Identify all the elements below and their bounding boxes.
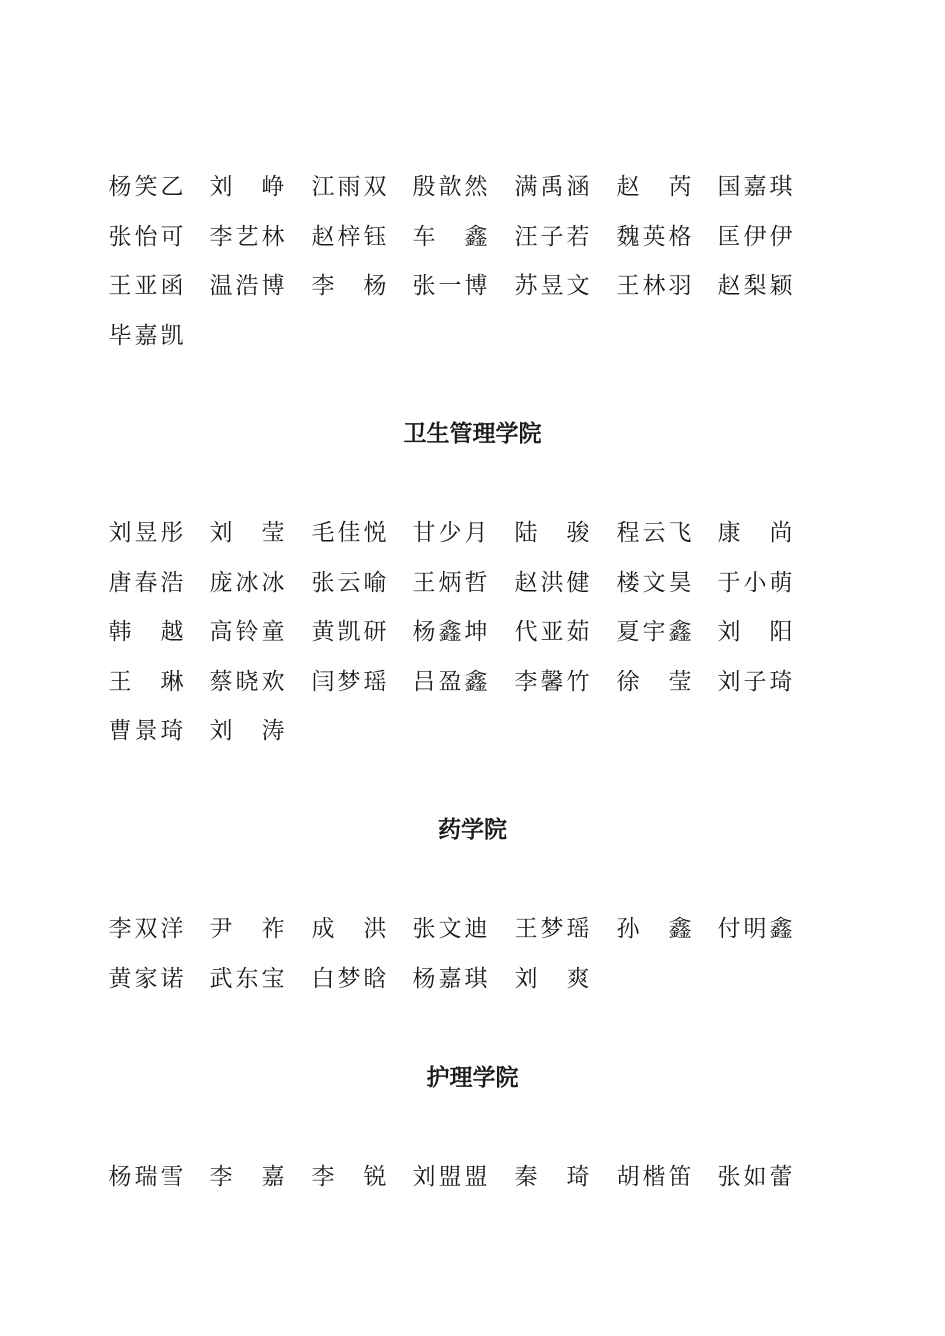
student-name: 赵 梓 钰: [311, 223, 387, 250]
student-name: 李 艺 林: [209, 223, 285, 250]
name-row: [108, 217, 808, 267]
student-name: 殷 歆 然: [412, 174, 488, 200]
student-name: 于 小 萌: [717, 569, 793, 596]
student-name: 代 亚 茹: [514, 619, 590, 646]
student-name: 康 尚: [717, 520, 793, 546]
name-row: [108, 316, 808, 366]
student-name: 张 怡 可: [108, 223, 184, 250]
student-name: 孙 鑫: [616, 916, 692, 942]
student-name: 陆 骏: [514, 520, 590, 546]
student-name: 王 亚 函: [108, 273, 184, 300]
student-name: 江 雨 双: [311, 174, 387, 200]
student-name: 王 林 羽: [616, 273, 692, 300]
name-row: [108, 1157, 808, 1207]
student-name: 李 馨 竹: [514, 668, 590, 695]
student-name: 汪 子 若: [514, 223, 590, 250]
student-name: 成 洪: [311, 916, 387, 942]
student-name: 徐 莹: [616, 668, 692, 695]
student-name: 楼 文 昊: [616, 569, 692, 596]
student-name: 尹 祚: [209, 916, 285, 942]
name-list: [108, 513, 808, 761]
student-name: 张 如 蕾: [717, 1164, 793, 1190]
student-name: 杨 鑫 坤: [412, 619, 488, 646]
student-name: 刘 阳: [717, 619, 793, 646]
name-row: [108, 959, 808, 1009]
name-list: [108, 1157, 808, 1207]
student-name: 王 梦 瑶: [514, 916, 590, 942]
student-name: 杨 瑞 雪: [108, 1164, 184, 1190]
student-name: 曹 景 琦: [108, 718, 184, 745]
student-name: 黄 凯 研: [311, 619, 387, 646]
student-name: 武 东 宝: [209, 965, 285, 992]
name-row: [108, 711, 808, 761]
name-list: [108, 167, 808, 365]
student-name: 张 云 喻: [311, 569, 387, 596]
student-name: 庞 冰 冰: [209, 569, 285, 596]
student-name: 刘 涛: [209, 718, 285, 745]
student-name: 赵 洪 健: [514, 569, 590, 596]
student-name: 闫 梦 瑶: [311, 668, 387, 695]
section-heading: 药学院: [438, 817, 507, 843]
student-name: 李 杨: [311, 273, 387, 300]
student-name: 刘 昱 彤: [108, 520, 184, 546]
student-name: 胡 楷 笛: [616, 1164, 692, 1190]
student-name: 程 云 飞: [616, 520, 692, 546]
student-name: 车 鑫: [412, 223, 488, 250]
name-row: [108, 662, 808, 712]
student-name: 吕 盈 鑫: [412, 668, 488, 695]
name-row: [108, 612, 808, 662]
student-name: 黄 家 诺: [108, 965, 184, 992]
student-name: 满 禹 涵: [514, 174, 590, 200]
student-name: 匡 伊 伊: [717, 223, 793, 250]
student-name: 赵 梨 颖: [717, 273, 793, 300]
student-name: 杨 嘉 琪: [412, 965, 488, 992]
name-list: [108, 909, 808, 1008]
name-row: [108, 513, 808, 563]
student-name: 夏 宇 鑫: [616, 619, 692, 646]
student-name: 张 文 迪: [412, 916, 488, 942]
student-name: 赵 芮: [616, 174, 692, 200]
student-name: 魏 英 格: [616, 223, 692, 250]
student-name: 李 嘉: [209, 1164, 285, 1190]
student-name: 王 琳: [108, 668, 184, 695]
student-name: 毛 佳 悦: [311, 520, 387, 546]
student-name: 刘 盟 盟: [412, 1164, 488, 1190]
student-name: 刘 峥: [209, 174, 285, 200]
name-row: [108, 266, 808, 316]
student-name: 秦 琦: [514, 1164, 590, 1190]
name-row: [108, 167, 808, 217]
student-name: 甘 少 月: [412, 520, 488, 546]
student-name: 蔡 晓 欢: [209, 668, 285, 695]
student-name: 李 双 洋: [108, 916, 184, 942]
student-name: 李 锐: [311, 1164, 387, 1190]
student-name: 韩 越: [108, 619, 184, 646]
student-name: 高 铃 童: [209, 619, 285, 646]
student-name: 刘 子 琦: [717, 668, 793, 695]
student-name: 杨 笑 乙: [108, 174, 184, 200]
name-row: [108, 563, 808, 613]
student-name: 白 梦 晗: [311, 965, 387, 992]
section-heading: 卫生管理学院: [403, 421, 542, 447]
student-name: 国 嘉 琪: [717, 174, 793, 200]
student-name: 王 炳 哲: [412, 569, 488, 596]
section-heading: 护理学院: [426, 1065, 519, 1091]
student-name: 毕 嘉 凯: [108, 322, 184, 349]
name-row: [108, 909, 808, 959]
student-name: 付 明 鑫: [717, 916, 793, 942]
student-name: 刘 莹: [209, 520, 285, 546]
student-name: 苏 昱 文: [514, 273, 590, 300]
student-name: 温 浩 博: [209, 273, 285, 300]
student-name: 张 一 博: [412, 273, 488, 300]
student-name: 唐 春 浩: [108, 569, 184, 596]
student-name: 刘 爽: [514, 965, 590, 992]
